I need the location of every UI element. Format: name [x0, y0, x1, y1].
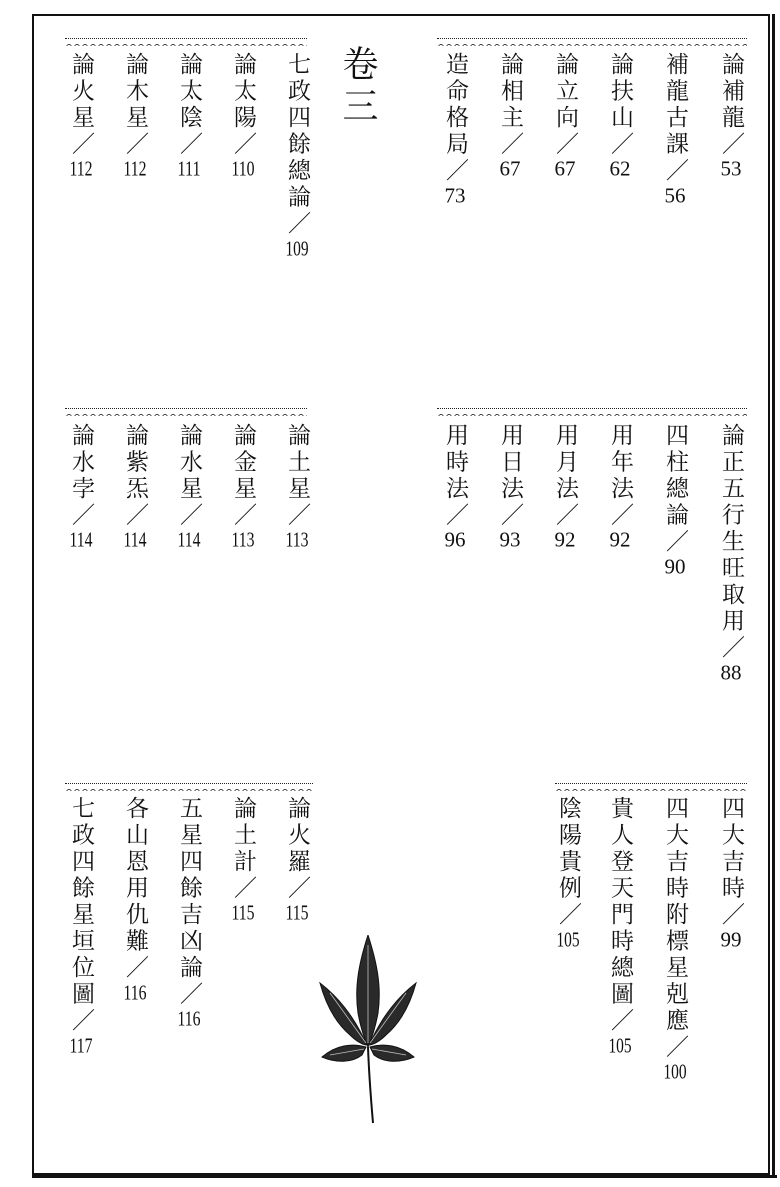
- entry-title: 論火羅: [284, 796, 310, 876]
- toc-entry: 論金星／113: [230, 423, 256, 550]
- ornament-bottom-right: [555, 783, 747, 793]
- toc-entry: 貴人登天門時總圖／105: [607, 796, 633, 1056]
- entry-title: 造命格局: [442, 52, 468, 158]
- frame-shadow-right: [772, 14, 775, 1177]
- entry-page: 109: [285, 237, 309, 259]
- entry-title: 論紫炁: [122, 423, 148, 503]
- toc-entry: 論火羅／115: [284, 796, 310, 923]
- toc-entry: 七政四餘總論／109: [284, 52, 310, 259]
- ornament-top-right: [437, 38, 747, 48]
- entry-title: 四柱總論: [662, 423, 688, 529]
- entry-title: 論水星: [176, 423, 202, 503]
- entry-title: 論木星: [122, 52, 148, 132]
- toc-entry: 四大吉時附標星剋應／100: [662, 796, 688, 1082]
- entry-page: 92: [554, 529, 576, 550]
- entry-page: 105: [556, 928, 580, 950]
- entry-page: 99: [720, 928, 742, 950]
- toc-entry: 各山恩用仇難／116: [122, 796, 148, 1003]
- entry-title: 五星四餘吉凶論: [176, 796, 202, 982]
- volume-title: 卷三: [337, 45, 378, 129]
- entry-page: 100: [663, 1061, 687, 1082]
- entry-page: 110: [231, 158, 255, 179]
- entry-title: 論太陽: [230, 52, 256, 132]
- leaf-illustration: [318, 935, 418, 1125]
- entry-page: 112: [123, 158, 147, 179]
- toc-entry: 論補龍／53: [718, 52, 744, 179]
- entry-title: 論扶山: [607, 52, 633, 132]
- toc-entry: 論太陽／110: [230, 52, 256, 179]
- entry-title: 論立向: [552, 52, 578, 132]
- entry-title: 論土星: [284, 423, 310, 503]
- ornament-middle-right: [437, 408, 747, 418]
- toc-entry: 用時法／96: [442, 423, 468, 550]
- entry-page: 62: [609, 158, 631, 179]
- entry-page: 96: [444, 529, 466, 550]
- toc-entry: 用年法／92: [607, 423, 633, 550]
- entry-title: 各山恩用仇難: [122, 796, 148, 955]
- toc-entry: 論木星／112: [122, 52, 148, 179]
- toc-entry: 用日法／93: [497, 423, 523, 550]
- toc-entry: 論土計／115: [230, 796, 256, 923]
- toc-entry: 論立向／67: [552, 52, 578, 179]
- entry-title: 陰陽貴例: [555, 796, 581, 902]
- entry-page: 113: [231, 529, 255, 550]
- entry-title: 七政四餘總論: [284, 52, 310, 211]
- toc-entry: 補龍古課／56: [662, 52, 688, 206]
- entry-title: 七政四餘星垣位圖: [68, 796, 94, 1008]
- toc-entry: 論紫炁／114: [122, 423, 148, 550]
- entry-title: 貴人登天門時總圖: [607, 796, 633, 1008]
- toc-entry: 論火星／112: [68, 52, 94, 179]
- entry-title: 論相主: [497, 52, 523, 132]
- entry-title: 論金星: [230, 423, 256, 503]
- toc-entry: 用月法／92: [552, 423, 578, 550]
- entry-page: 88: [720, 661, 742, 683]
- entry-page: 115: [231, 902, 255, 923]
- entry-page: 117: [69, 1034, 93, 1056]
- toc-entry: 論土星／113: [284, 423, 310, 550]
- entry-page: 90: [664, 555, 686, 577]
- ornament-bottom-left: [65, 783, 313, 793]
- entry-title: 論火星: [68, 52, 94, 132]
- entry-title: 論正五行生旺取用: [718, 423, 744, 635]
- entry-title: 論補龍: [718, 52, 744, 132]
- entry-title: 論土計: [230, 796, 256, 876]
- toc-entry: 七政四餘星垣位圖／117: [68, 796, 94, 1056]
- toc-entry: 四柱總論／90: [662, 423, 688, 577]
- entry-page: 112: [69, 158, 93, 179]
- entry-page: 113: [285, 529, 309, 550]
- toc-entry: 陰陽貴例／105: [555, 796, 581, 950]
- toc-entry: 論扶山／62: [607, 52, 633, 179]
- entry-page: 56: [664, 184, 686, 206]
- toc-entry: 論太陰／111: [176, 52, 202, 179]
- frame-shadow-bottom: [32, 1175, 777, 1178]
- entry-page: 67: [499, 158, 521, 179]
- toc-entry: 造命格局／73: [442, 52, 468, 206]
- entry-title: 四大吉時: [718, 796, 744, 902]
- toc-entry: 論相主／67: [497, 52, 523, 179]
- entry-title: 論太陰: [176, 52, 202, 132]
- entry-page: 73: [444, 184, 466, 206]
- entry-page: 93: [499, 529, 521, 550]
- toc-entry: 論水星／114: [176, 423, 202, 550]
- entry-title: 四大吉時附標星剋應: [662, 796, 688, 1035]
- entry-title: 補龍古課: [662, 52, 688, 158]
- toc-entry: 論正五行生旺取用／88: [718, 423, 744, 683]
- toc-entry: 四大吉時／99: [718, 796, 744, 950]
- entry-page: 114: [177, 529, 201, 550]
- toc-entry: 論水孛／114: [68, 423, 94, 550]
- toc-entry: 五星四餘吉凶論／116: [176, 796, 202, 1029]
- entry-page: 114: [69, 529, 93, 550]
- entry-title: 用年法: [607, 423, 633, 503]
- entry-page: 105: [608, 1034, 632, 1056]
- entry-page: 53: [720, 158, 742, 179]
- ornament-middle-left: [65, 408, 307, 418]
- entry-page: 92: [609, 529, 631, 550]
- entry-title: 論水孛: [68, 423, 94, 503]
- entry-page: 114: [123, 529, 147, 550]
- ornament-top-left: [65, 38, 307, 48]
- entry-title: 用月法: [552, 423, 578, 503]
- entry-page: 67: [554, 158, 576, 179]
- entry-title: 用時法: [442, 423, 468, 503]
- entry-page: 111: [177, 158, 201, 179]
- entry-page: 115: [285, 902, 309, 923]
- entry-page: 116: [123, 981, 147, 1003]
- entry-title: 用日法: [497, 423, 523, 503]
- entry-page: 116: [177, 1008, 201, 1029]
